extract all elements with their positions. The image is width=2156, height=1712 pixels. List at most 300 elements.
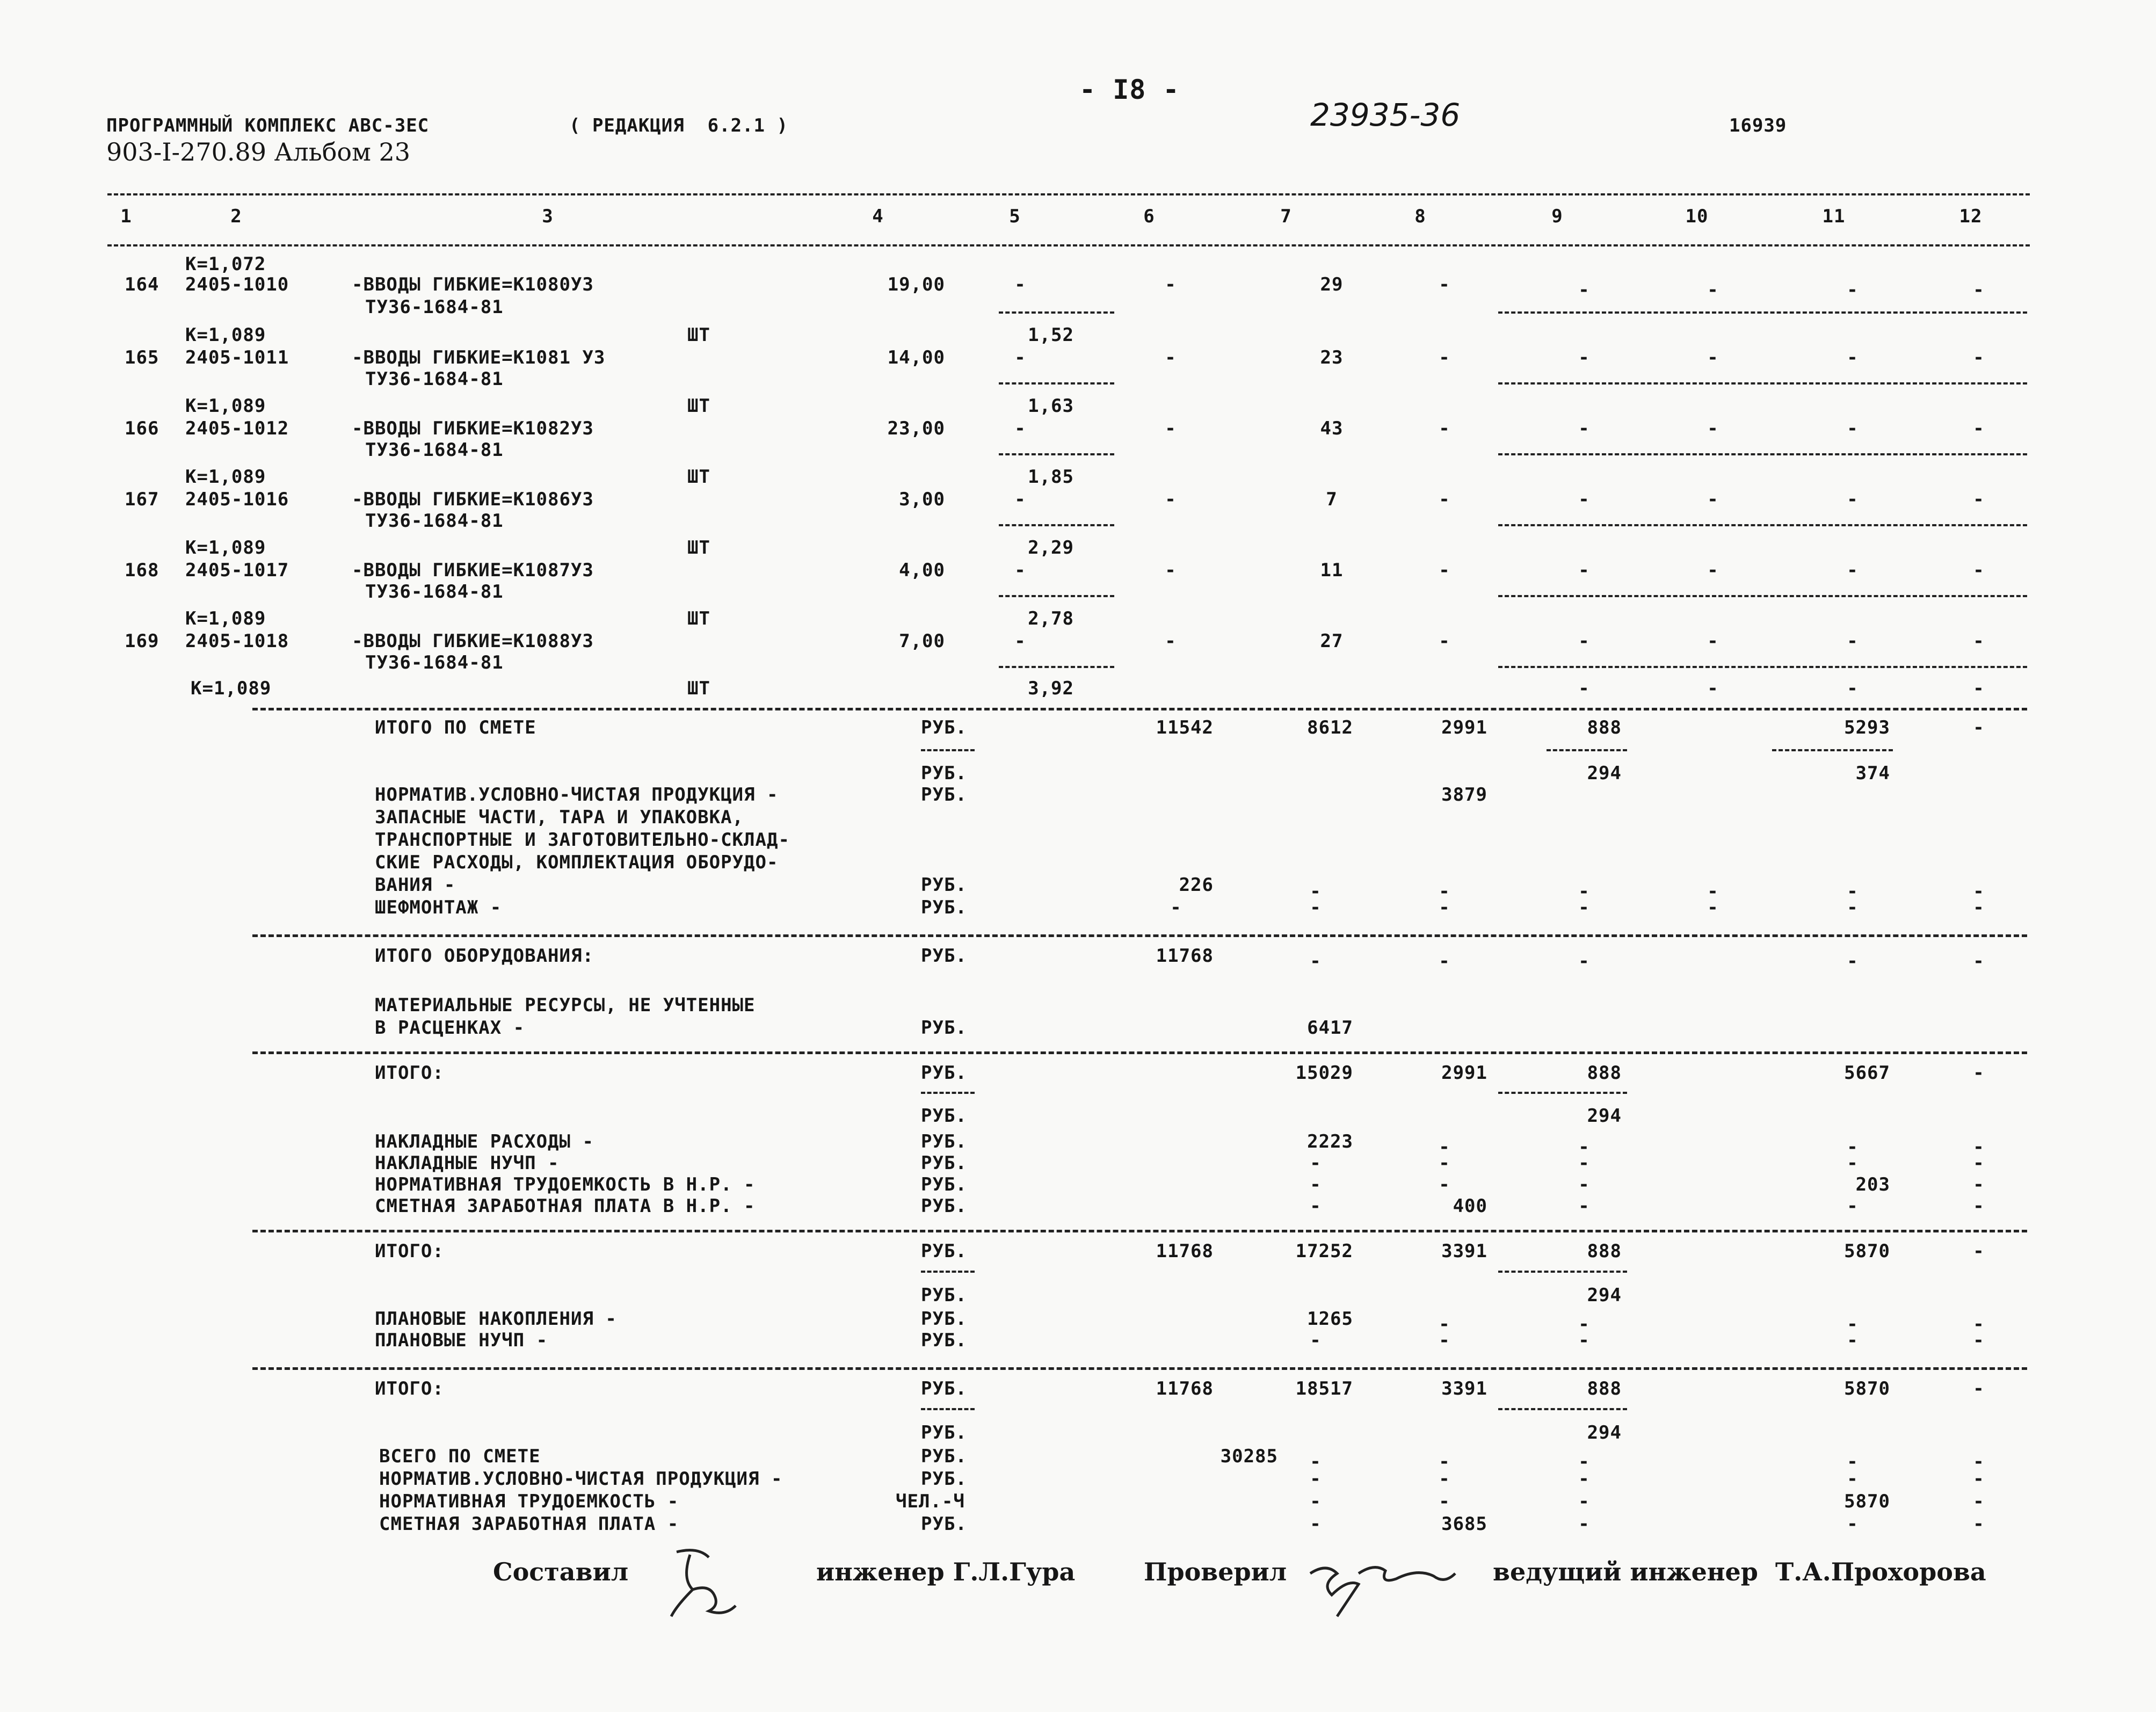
cell-c11: - xyxy=(1847,897,1859,918)
cell-c7: 11 xyxy=(1320,560,1344,581)
cell-c5: - xyxy=(1014,489,1026,510)
item-code: 2405-1012 xyxy=(185,418,289,439)
signature-mark xyxy=(660,1541,746,1622)
cell-c7: - xyxy=(1310,1451,1322,1472)
unit-text: РУБ. xyxy=(921,717,967,738)
section-rule xyxy=(252,1051,2027,1054)
cell-c7: - xyxy=(1310,897,1322,918)
row-rule xyxy=(999,453,1114,455)
cell-c8: - xyxy=(1439,1491,1450,1512)
cell-c8: 3391 xyxy=(1441,1241,1487,1262)
cell-c6: 226 xyxy=(1179,874,1214,896)
cell-c11: 5293 xyxy=(1844,717,1890,738)
cell-c11: - xyxy=(1847,418,1859,439)
cell-c11: - xyxy=(1847,1330,1859,1351)
cell-c7: 2223 xyxy=(1307,1131,1353,1152)
unit-text: ШТ xyxy=(687,608,710,629)
cell-c10: - xyxy=(1707,560,1719,581)
cell-c9: - xyxy=(1578,1491,1590,1512)
cell-c9: - xyxy=(1578,418,1590,439)
cell-c8: 400 xyxy=(1453,1195,1487,1217)
coef-text: К=1,089 xyxy=(185,395,266,417)
item-spec: ТУ36-1684-81 xyxy=(365,439,504,461)
coef-text: К=1,072 xyxy=(185,253,266,275)
item-qty: 3,00 xyxy=(899,489,945,510)
unit-text: ШТ xyxy=(687,395,710,417)
cell-c8: 2991 xyxy=(1441,717,1487,738)
cell-c12: - xyxy=(1973,279,1985,301)
compiled-label: Составил xyxy=(493,1557,629,1586)
checked-by: ведущий инженер Т.А.Прохорова xyxy=(1493,1557,1986,1586)
cell-c8: - xyxy=(1439,1136,1450,1158)
cell-c12: - xyxy=(1973,1468,1985,1490)
cell-c8: 2991 xyxy=(1441,1062,1487,1084)
cell-c7: 8612 xyxy=(1307,717,1353,738)
col-header-6: 6 xyxy=(1143,206,1155,227)
sub-rule xyxy=(921,1271,975,1273)
item-name: -ВВОДЫ ГИБКИЕ=К1088УЗ xyxy=(352,630,594,652)
cell-c8: - xyxy=(1439,897,1450,918)
summary-label: СКИЕ РАСХОДЫ, КОМПЛЕКТАЦИЯ ОБОРУДО- xyxy=(375,852,779,873)
unit-text: РУБ. xyxy=(921,1330,967,1351)
cell-c10: - xyxy=(1707,489,1719,510)
sub-rule xyxy=(1498,1092,1627,1094)
cell-c9: - xyxy=(1578,881,1590,902)
cell-c11: - xyxy=(1847,347,1859,368)
cell-c7: - xyxy=(1310,1468,1322,1490)
cell-c11: - xyxy=(1847,279,1859,301)
item-name: -ВВОДЫ ГИБКИЕ=К1081 УЗ xyxy=(352,347,606,368)
cell-c8: - xyxy=(1439,489,1450,510)
cell-c6: 11768 xyxy=(1156,945,1214,967)
row-rule xyxy=(1498,311,2027,314)
item-spec: ТУ36-1684-81 xyxy=(365,581,504,603)
cell-c9: - xyxy=(1578,1136,1590,1158)
cell-c11: - xyxy=(1847,489,1859,510)
col-header-3: 3 xyxy=(542,206,554,227)
row-rule xyxy=(999,382,1114,385)
sub-rule xyxy=(1547,749,1627,751)
cell-c8: - xyxy=(1439,881,1450,902)
unit-price: 1,63 xyxy=(1028,395,1074,417)
cell-c11: 203 xyxy=(1855,1174,1890,1195)
row-rule xyxy=(999,666,1114,668)
col-header-10: 10 xyxy=(1685,206,1709,227)
row-rule xyxy=(999,311,1114,314)
unit-text: ШТ xyxy=(687,537,710,558)
section-rule xyxy=(252,934,2027,937)
unit-price: 1,85 xyxy=(1028,466,1074,488)
unit-text: РУБ. xyxy=(921,1378,967,1399)
item-code: 2405-1011 xyxy=(185,347,289,368)
summary-label: НОРМАТИВНАЯ ТРУДОЕМКОСТЬ - xyxy=(379,1491,679,1512)
summary-label: ИТОГО: xyxy=(375,1378,444,1399)
cell-c11: - xyxy=(1847,881,1859,902)
unit-text: РУБ. xyxy=(921,1131,967,1152)
item-number: 167 xyxy=(125,489,159,510)
cell-c7: - xyxy=(1310,951,1322,972)
unit-text: РУБ. xyxy=(921,874,967,896)
sub-rule xyxy=(1772,749,1893,751)
cell-c8: 3879 xyxy=(1441,784,1487,806)
cell-c11: - xyxy=(1847,1468,1859,1490)
unit-text: РУБ. xyxy=(921,763,967,784)
cell-c9: - xyxy=(1578,489,1590,510)
cell-c12: - xyxy=(1973,1195,1985,1217)
unit-text: РУБ. xyxy=(921,897,967,918)
cell-c6: - xyxy=(1170,897,1182,918)
cell-c11: 5870 xyxy=(1844,1241,1890,1262)
unit-text: РУБ. xyxy=(921,1513,967,1535)
cell-c8: 3685 xyxy=(1441,1513,1487,1535)
cell-c9: - xyxy=(1578,951,1590,972)
col-header-5: 5 xyxy=(1009,206,1021,227)
item-name: -ВВОДЫ ГИБКИЕ=К1082УЗ xyxy=(352,418,594,439)
program-label: ПРОГРАММНЫЙ КОМПЛЕКС АВС-ЗЕС xyxy=(106,115,430,136)
unit-text: РУБ. xyxy=(921,1422,967,1443)
cell-c11: 5870 xyxy=(1844,1491,1890,1512)
cell-c12: - xyxy=(1973,1314,1985,1335)
col-header-11: 11 xyxy=(1822,206,1846,227)
cell-c7: - xyxy=(1310,1195,1322,1217)
unit-price: 2,78 xyxy=(1028,608,1074,629)
cell-c8: - xyxy=(1439,274,1450,295)
unit-text: РУБ. xyxy=(921,945,967,967)
unit-text: РУБ. xyxy=(921,1105,967,1127)
item-qty: 7,00 xyxy=(899,630,945,652)
cell-c9: - xyxy=(1578,1195,1590,1217)
cell-c8: - xyxy=(1439,1451,1450,1472)
summary-label: ИТОГО ОБОРУДОВАНИЯ: xyxy=(375,945,594,967)
cell-c12: - xyxy=(1973,1491,1985,1512)
unit-text: РУБ. xyxy=(921,1017,967,1039)
item-code: 2405-1016 xyxy=(185,489,289,510)
header-rule-top xyxy=(107,193,2030,195)
cell-c8: - xyxy=(1439,1152,1450,1174)
unit-price: 1,52 xyxy=(1028,324,1074,346)
item-name: -ВВОДЫ ГИБКИЕ=К1080УЗ xyxy=(352,274,594,295)
item-name: -ВВОДЫ ГИБКИЕ=К1087УЗ xyxy=(352,560,594,581)
cell-c7: 18517 xyxy=(1295,1378,1353,1399)
cell-c7: 15029 xyxy=(1295,1062,1353,1084)
cell-c7: 6417 xyxy=(1307,1017,1353,1039)
item-number: 168 xyxy=(125,560,159,581)
item-qty: 23,00 xyxy=(887,418,945,439)
unit-text: ЧЕЛ.-Ч xyxy=(896,1491,965,1512)
sheet-number: 16939 xyxy=(1729,115,1787,136)
col-header-9: 9 xyxy=(1551,206,1563,227)
summary-label: ИТОГО ПО СМЕТЕ xyxy=(375,717,536,738)
cell-c9: - xyxy=(1578,1513,1590,1535)
signature-mark xyxy=(1300,1541,1461,1622)
item-number: 164 xyxy=(125,274,159,295)
cell-c9: - xyxy=(1578,1152,1590,1174)
cell-c11: 374 xyxy=(1855,763,1890,784)
cell-c9: - xyxy=(1578,630,1590,652)
cell-c12: - xyxy=(1973,1136,1985,1158)
item-number: 166 xyxy=(125,418,159,439)
header-rule-bottom xyxy=(107,244,2030,246)
cell-c7: 23 xyxy=(1320,347,1344,368)
cell-c7: - xyxy=(1310,881,1322,902)
cell-c11: 5667 xyxy=(1844,1062,1890,1084)
cell-c8: - xyxy=(1439,1314,1450,1335)
item-code: 2405-1018 xyxy=(185,630,289,652)
cell-c10: - xyxy=(1707,418,1719,439)
sub-rule xyxy=(921,1408,975,1410)
sub-rule xyxy=(921,749,975,751)
edition-label: ( РЕДАКЦИЯ 6.2.1 ) xyxy=(569,115,788,136)
item-number: 169 xyxy=(125,630,159,652)
cell-c12: - xyxy=(1973,560,1985,581)
cell-c12: - xyxy=(1973,1241,1985,1262)
cell-c10: - xyxy=(1707,347,1719,368)
item-qty: 4,00 xyxy=(899,560,945,581)
sub-rule xyxy=(1498,1271,1627,1273)
cell-c12: - xyxy=(1973,881,1985,902)
unit-text: РУБ. xyxy=(921,1062,967,1084)
cell-c12: - xyxy=(1973,1152,1985,1174)
cell-c11: - xyxy=(1847,1513,1859,1535)
col-header-2: 2 xyxy=(230,206,242,227)
section-rule xyxy=(252,1230,2027,1232)
cell-c11: - xyxy=(1847,1152,1859,1174)
cell-c11: 5870 xyxy=(1844,1378,1890,1399)
cell-c9: - xyxy=(1578,1451,1590,1472)
cell-c9: 294 xyxy=(1587,1285,1622,1306)
album-label: 903-I-270.89 Альбом 23 xyxy=(106,137,411,166)
compiled-by: инженер Г.Л.Гура xyxy=(816,1557,1076,1586)
sub-rule xyxy=(921,1092,975,1094)
item-qty: 14,00 xyxy=(887,347,945,368)
item-spec: ТУ36-1684-81 xyxy=(365,652,504,673)
row-rule xyxy=(999,595,1114,597)
cell-c9: - xyxy=(1578,678,1590,699)
summary-label: НАКЛАДНЫЕ НУЧП - xyxy=(375,1152,560,1174)
cell-c9: 888 xyxy=(1587,1378,1622,1399)
cell-c5: - xyxy=(1014,630,1026,652)
unit-text: РУБ. xyxy=(921,1285,967,1306)
cell-c9: 888 xyxy=(1587,1241,1622,1262)
summary-label: НОРМАТИВ.УСЛОВНО-ЧИСТАЯ ПРОДУКЦИЯ - xyxy=(379,1468,783,1490)
cell-c8: 3391 xyxy=(1441,1378,1487,1399)
cell-c12: - xyxy=(1973,1378,1985,1399)
cell-c5: - xyxy=(1014,274,1026,295)
row-rule xyxy=(1498,595,2027,597)
summary-label: СМЕТНАЯ ЗАРАБОТНАЯ ПЛАТА - xyxy=(379,1513,679,1535)
cell-c7: - xyxy=(1310,1174,1322,1195)
summary-label: В РАСЦЕНКАХ - xyxy=(375,1017,525,1039)
col-header-4: 4 xyxy=(872,206,884,227)
cell-c7: 29 xyxy=(1320,274,1344,295)
cell-c11: - xyxy=(1847,678,1859,699)
cell-c11: - xyxy=(1847,1136,1859,1158)
cell-c9: - xyxy=(1578,279,1590,301)
coef-text: К=1,089 xyxy=(185,466,266,488)
col-header-1: 1 xyxy=(120,206,132,227)
cell-c8: - xyxy=(1439,560,1450,581)
cell-c6: - xyxy=(1165,418,1177,439)
cell-c10: - xyxy=(1707,881,1719,902)
cell-c10: - xyxy=(1707,678,1719,699)
col-header-7: 7 xyxy=(1280,206,1292,227)
row-rule xyxy=(999,524,1114,526)
summary-label: НАКЛАДНЫЕ РАСХОДЫ - xyxy=(375,1131,594,1152)
item-spec: ТУ36-1684-81 xyxy=(365,510,504,532)
cell-c9: - xyxy=(1578,1468,1590,1490)
item-code: 2405-1010 xyxy=(185,274,289,295)
summary-label: ЗАПАСНЫЕ ЧАСТИ, ТАРА И УПАКОВКА, xyxy=(375,807,744,828)
cell-c7: - xyxy=(1310,1152,1322,1174)
unit-text: ШТ xyxy=(687,678,710,699)
cell-c11: - xyxy=(1847,1195,1859,1217)
cell-c11: - xyxy=(1847,951,1859,972)
unit-price: 3,92 xyxy=(1028,678,1074,699)
cell-c10: - xyxy=(1707,279,1719,301)
cell-c12: - xyxy=(1973,1174,1985,1195)
cell-c7: 1265 xyxy=(1307,1308,1353,1330)
cell-c5: - xyxy=(1014,560,1026,581)
cell-c5: - xyxy=(1014,418,1026,439)
cell-c9: - xyxy=(1578,1330,1590,1351)
cell-c8: - xyxy=(1439,951,1450,972)
cell-c9: - xyxy=(1578,560,1590,581)
cell-c12: - xyxy=(1973,678,1985,699)
cell-c12: - xyxy=(1973,1513,1985,1535)
cell-c10: - xyxy=(1707,630,1719,652)
cell-c11: - xyxy=(1847,560,1859,581)
row-rule xyxy=(1498,453,2027,455)
cell-c8: - xyxy=(1439,630,1450,652)
item-qty: 19,00 xyxy=(887,274,945,295)
cell-c9: 294 xyxy=(1587,763,1622,784)
cell-c7: - xyxy=(1310,1330,1322,1351)
row-rule xyxy=(1498,666,2027,668)
cell-c7: 7 xyxy=(1326,489,1338,510)
cell-c12: - xyxy=(1973,1451,1985,1472)
cell-c7: 43 xyxy=(1320,418,1344,439)
summary-label: ВСЕГО ПО СМЕТЕ xyxy=(379,1446,541,1467)
unit-text: РУБ. xyxy=(921,1195,967,1217)
summary-label: НОРМАТИВ.УСЛОВНО-ЧИСТАЯ ПРОДУКЦИЯ - xyxy=(375,784,779,806)
cell-c12: - xyxy=(1973,951,1985,972)
unit-text: РУБ. xyxy=(921,1241,967,1262)
cell-c7: - xyxy=(1310,1513,1322,1535)
item-spec: ТУ36-1684-81 xyxy=(365,368,504,390)
unit-text: РУБ. xyxy=(921,1152,967,1174)
item-name: -ВВОДЫ ГИБКИЕ=К1086УЗ xyxy=(352,489,594,510)
cell-c6: - xyxy=(1165,347,1177,368)
summary-label: ВАНИЯ - xyxy=(375,874,456,896)
cell-c7: 17252 xyxy=(1295,1241,1353,1262)
row-rule xyxy=(1498,524,2027,526)
cell-c6: 30285 xyxy=(1220,1446,1278,1467)
coef-text: К=1,089 xyxy=(185,324,266,346)
coef-text: К=1,089 xyxy=(185,608,266,629)
cell-c12: - xyxy=(1973,347,1985,368)
cell-c7: - xyxy=(1310,1491,1322,1512)
sub-rule xyxy=(1498,1408,1627,1410)
doc-code: 23935-36 xyxy=(1310,97,1461,133)
section-rule xyxy=(252,1367,2027,1370)
cell-c11: - xyxy=(1847,1451,1859,1472)
cell-c6: - xyxy=(1165,274,1177,295)
cell-c9: 888 xyxy=(1587,1062,1622,1084)
item-number: 165 xyxy=(125,347,159,368)
section-rule xyxy=(252,708,2027,710)
summary-label: ИТОГО: xyxy=(375,1062,444,1084)
cell-c12: - xyxy=(1973,897,1985,918)
coef-text: К=1,089 xyxy=(185,537,266,558)
cell-c8: - xyxy=(1439,418,1450,439)
summary-label: ТРАНСПОРТНЫЕ И ЗАГОТОВИТЕЛЬНО-СКЛАД- xyxy=(375,829,790,851)
cell-c6: 11768 xyxy=(1156,1241,1214,1262)
cell-c8: - xyxy=(1439,1468,1450,1490)
summary-label: НОРМАТИВНАЯ ТРУДОЕМКОСТЬ В Н.Р. - xyxy=(375,1174,756,1195)
unit-text: ШТ xyxy=(687,324,710,346)
unit-text: ШТ xyxy=(687,466,710,488)
checked-label: Проверил xyxy=(1144,1557,1287,1586)
col-header-12: 12 xyxy=(1959,206,1983,227)
unit-text: РУБ. xyxy=(921,784,967,806)
summary-label: ПЛАНОВЫЕ НАКОПЛЕНИЯ - xyxy=(375,1308,617,1330)
cell-c9: - xyxy=(1578,1314,1590,1335)
col-header-8: 8 xyxy=(1414,206,1426,227)
cell-c12: - xyxy=(1973,717,1985,738)
cell-c9: - xyxy=(1578,347,1590,368)
coef-text: К=1,089 xyxy=(191,678,272,699)
cell-c6: 11768 xyxy=(1156,1378,1214,1399)
unit-text: РУБ. xyxy=(921,1308,967,1330)
page-number: - I8 - xyxy=(1079,74,1180,105)
cell-c12: - xyxy=(1973,418,1985,439)
item-spec: ТУ36-1684-81 xyxy=(365,296,504,318)
cell-c9: 294 xyxy=(1587,1105,1622,1127)
cell-c8: - xyxy=(1439,1174,1450,1195)
summary-label: ПЛАНОВЫЕ НУЧП - xyxy=(375,1330,548,1351)
cell-c9: 294 xyxy=(1587,1422,1622,1443)
summary-label: СМЕТНАЯ ЗАРАБОТНАЯ ПЛАТА В Н.Р. - xyxy=(375,1195,756,1217)
cell-c6: - xyxy=(1165,630,1177,652)
cell-c12: - xyxy=(1973,489,1985,510)
cell-c10: - xyxy=(1707,897,1719,918)
item-code: 2405-1017 xyxy=(185,560,289,581)
summary-label: ИТОГО: xyxy=(375,1241,444,1262)
unit-text: РУБ. xyxy=(921,1468,967,1490)
unit-text: РУБ. xyxy=(921,1174,967,1195)
row-rule xyxy=(1498,382,2027,385)
cell-c8: - xyxy=(1439,347,1450,368)
summary-label: ШЕФМОНТАЖ - xyxy=(375,897,502,918)
cell-c12: - xyxy=(1973,1062,1985,1084)
cell-c6: - xyxy=(1165,489,1177,510)
cell-c12: - xyxy=(1973,1330,1985,1351)
cell-c11: - xyxy=(1847,1314,1859,1335)
cell-c9: - xyxy=(1578,1174,1590,1195)
cell-c9: - xyxy=(1578,897,1590,918)
cell-c6: - xyxy=(1165,560,1177,581)
unit-text: РУБ. xyxy=(921,1446,967,1467)
unit-price: 2,29 xyxy=(1028,537,1074,558)
summary-label: МАТЕРИАЛЬНЫЕ РЕСУРСЫ, НЕ УЧТЕННЫЕ xyxy=(375,995,756,1016)
cell-c6: 11542 xyxy=(1156,717,1214,738)
cell-c5: - xyxy=(1014,347,1026,368)
cell-c7: 27 xyxy=(1320,630,1344,652)
cell-c11: - xyxy=(1847,630,1859,652)
cell-c8: - xyxy=(1439,1330,1450,1351)
cell-c9: 888 xyxy=(1587,717,1622,738)
cell-c12: - xyxy=(1973,630,1985,652)
